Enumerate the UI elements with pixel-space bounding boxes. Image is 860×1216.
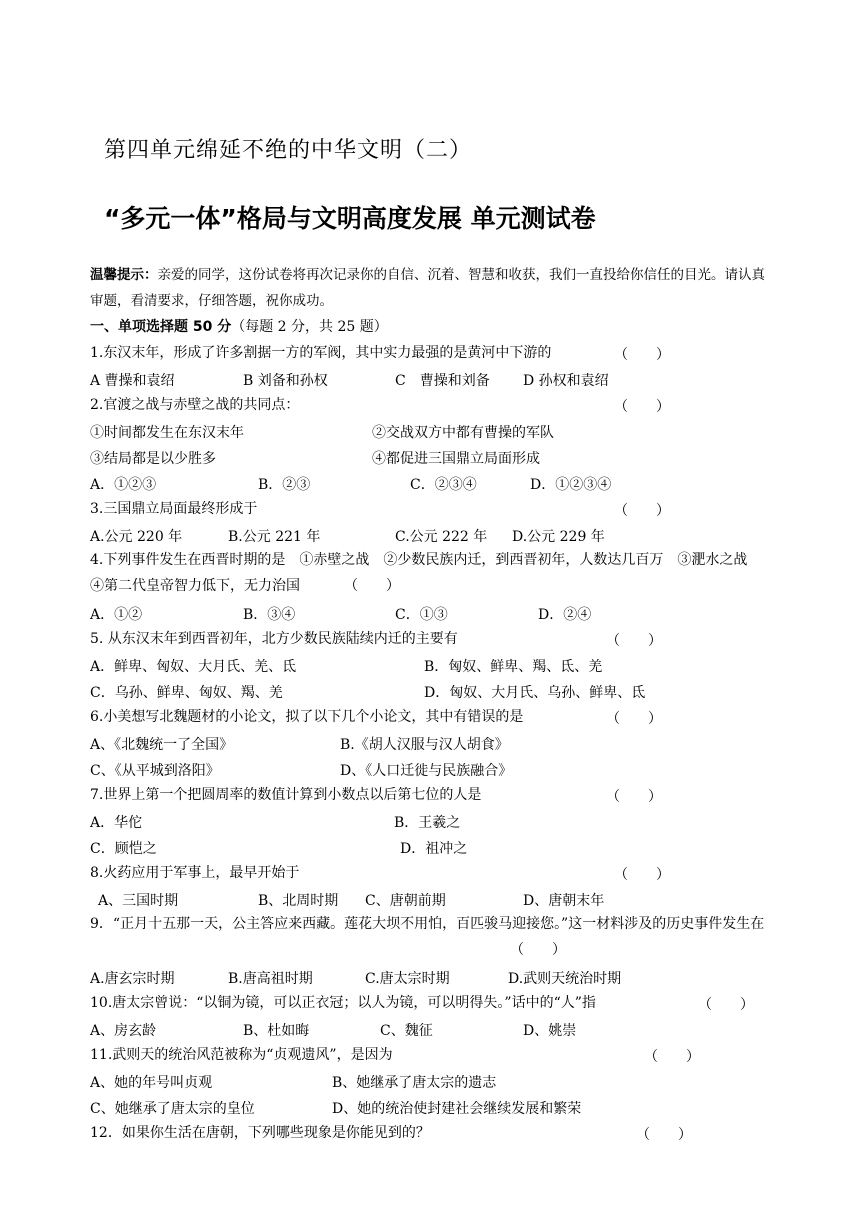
q2-option-c: C．②③④ [410, 477, 477, 493]
q8-option-c: C、唐朝前期 [365, 893, 446, 909]
q11-option-b: B、她继承了唐太宗的遗志 [332, 1075, 497, 1091]
q3-option-d: D.公元 229 年 [512, 529, 605, 545]
question-6: 6.小美想写北魏题材的小论文，拟了以下几个小论文，其中有错误的是 [90, 709, 524, 725]
q5-option-c: C．乌孙、鲜卑、匈奴、羯、羌 [90, 685, 283, 701]
q4-option-c: C．①③ [395, 607, 448, 623]
q9-option-a: A.唐玄宗时期 [90, 971, 175, 987]
answer-bracket: （ ） [614, 399, 670, 415]
q7-option-c: C．顾恺之 [90, 841, 157, 857]
q2-option-a: A．①②③ [90, 477, 157, 493]
question-9-text: 9．“正月十五那一天，公主答应来西藏。莲花大坝不用怕，百匹骏马迎接您。”这一材料涉及的历史事件发生在 [90, 916, 765, 932]
q4-option-a: A．①② [90, 607, 143, 623]
exam-title: “多元一体”格局与文明高度发展 单元测试卷 [104, 204, 596, 233]
answer-bracket: （ ） [698, 997, 754, 1013]
q10-option-b: B、杜如晦 [243, 1023, 310, 1039]
q2-item-4: ④都促进三国鼎立局面形成 [372, 451, 540, 467]
q9-option-d: D.武则天统治时期 [508, 971, 622, 987]
question-1: 1.东汉末年，形成了许多割据一方的军阀，其中实力最强的是黄河中下游的 [90, 345, 552, 361]
unit-title: 第四单元绵延不绝的中华文明（二） [104, 138, 473, 163]
q4-option-d: D．②④ [538, 607, 592, 623]
q1-option-b: B 刘备和孙权 [243, 373, 328, 389]
question-2: 2.官渡之战与赤壁之战的共同点： [90, 397, 300, 413]
q11-option-a: A、她的年号叫贞观 [90, 1075, 213, 1091]
q9-option-c: C.唐太宗时期 [365, 971, 450, 987]
q2-item-3: ③结局都是以少胜多 [90, 451, 216, 467]
q2-option-d: D．①②③④ [530, 477, 612, 493]
q8-option-a: A、三国时期 [98, 893, 179, 909]
question-10: 10.唐太宗曾说：“以铜为镜，可以正衣冠；以人为镜，可以明得失。”话中的“人”指 [90, 995, 596, 1011]
section-heading-rest: （每题 2 分，共 25 题） [231, 319, 388, 335]
section-heading-bold: 一、单项选择题 50 分 [90, 319, 232, 335]
question-7: 7.世界上第一个把圆周率的数值计算到小数点以后第七位的人是 [90, 787, 482, 803]
answer-bracket: （ ） [644, 1049, 700, 1065]
question-5: 5. 从东汉末年到西晋初年，北方少数民族陆续内迁的主要有 [90, 631, 458, 647]
answer-bracket: （ ） [344, 578, 400, 594]
question-11: 11.武则天的统治风范被称为“贞观遗风”，是因为 [90, 1047, 393, 1063]
q5-option-a: A．鲜卑、匈奴、大月氏、羌、氐 [90, 659, 297, 675]
q5-option-b: B．匈奴、鲜卑、羯、氐、羌 [424, 659, 603, 675]
tip-label: 温馨提示： [90, 267, 158, 283]
q6-option-a: A、《北魏统一了全国》 [90, 737, 234, 753]
q7-option-a: A．华佗 [90, 815, 143, 831]
question-9 [90, 911, 766, 963]
q2-option-b: B．②③ [258, 477, 311, 493]
answer-bracket: （ ） [614, 347, 670, 363]
answer-bracket: （ ） [606, 789, 662, 805]
q10-option-c: C、魏征 [380, 1023, 433, 1039]
q1-option-d: D 孙权和袁绍 [523, 373, 609, 389]
answer-bracket: （ ） [510, 942, 566, 958]
q6-option-c: C、《从平城到洛阳》 [90, 763, 220, 779]
q6-option-b: B.《胡人汉服与汉人胡食》 [340, 737, 509, 753]
q3-option-a: A.公元 220 年 [90, 529, 183, 545]
q3-option-c: C.公元 222 年 [395, 529, 488, 545]
q1-option-a: A 曹操和袁绍 [90, 373, 175, 389]
question-4-text: 4.下列事件发生在西晋时期的是 ①赤壁之战 ②少数民族内迁，到西晋初年，人数达几百万 ③淝水之战 ④第二代皇帝智力低下，无力治国 [90, 552, 762, 594]
answer-bracket: （ ） [614, 503, 670, 519]
question-4 [90, 547, 766, 599]
tip-text: 亲爱的同学，这份试卷将再次记录你的自信、沉着、智慧和收获，我们一直投给你信任的目光。请认真审题，看清要求，仔细答题，祝你成功。 [90, 267, 765, 309]
q4-option-b: B．③④ [243, 607, 296, 623]
q8-option-b: B、北周时期 [258, 893, 339, 909]
q8-option-d: D、唐朝末年 [523, 893, 605, 909]
section-heading [90, 318, 388, 336]
tip-paragraph [90, 262, 766, 314]
q5-option-d: D．匈奴、大月氏、乌孙、鲜卑、氐 [424, 685, 646, 701]
q3-option-b: B.公元 221 年 [228, 529, 321, 545]
q7-option-b: B．王羲之 [394, 815, 461, 831]
q6-option-d: D、《人口迁徙与民族融合》 [340, 763, 513, 779]
answer-bracket: （ ） [606, 711, 662, 727]
answer-bracket: （ ） [606, 633, 662, 649]
q11-option-d: D、她的统治使封建社会继续发展和繁荣 [332, 1101, 582, 1117]
q9-option-b: B.唐高祖时期 [228, 971, 313, 987]
q1-option-c: C 曹操和刘备 [395, 373, 490, 389]
q10-option-d: D、姚崇 [523, 1023, 577, 1039]
question-8: 8.火药应用于军事上，最早开始于 [90, 865, 300, 881]
question-12: 12．如果你生活在唐朝，下列哪些现象是你能见到的？ [90, 1125, 430, 1141]
q10-option-a: A、房玄龄 [90, 1023, 157, 1039]
question-3: 3.三国鼎立局面最终形成于 [90, 501, 258, 517]
q7-option-d: D．祖冲之 [400, 841, 468, 857]
q11-option-c: C、她继承了唐太宗的皇位 [90, 1101, 255, 1117]
q2-item-1: ①时间都发生在东汉末年 [90, 425, 244, 441]
answer-bracket: （ ） [636, 1127, 692, 1143]
q2-item-2: ②交战双方中都有曹操的军队 [372, 425, 554, 441]
answer-bracket: （ ） [614, 867, 670, 883]
